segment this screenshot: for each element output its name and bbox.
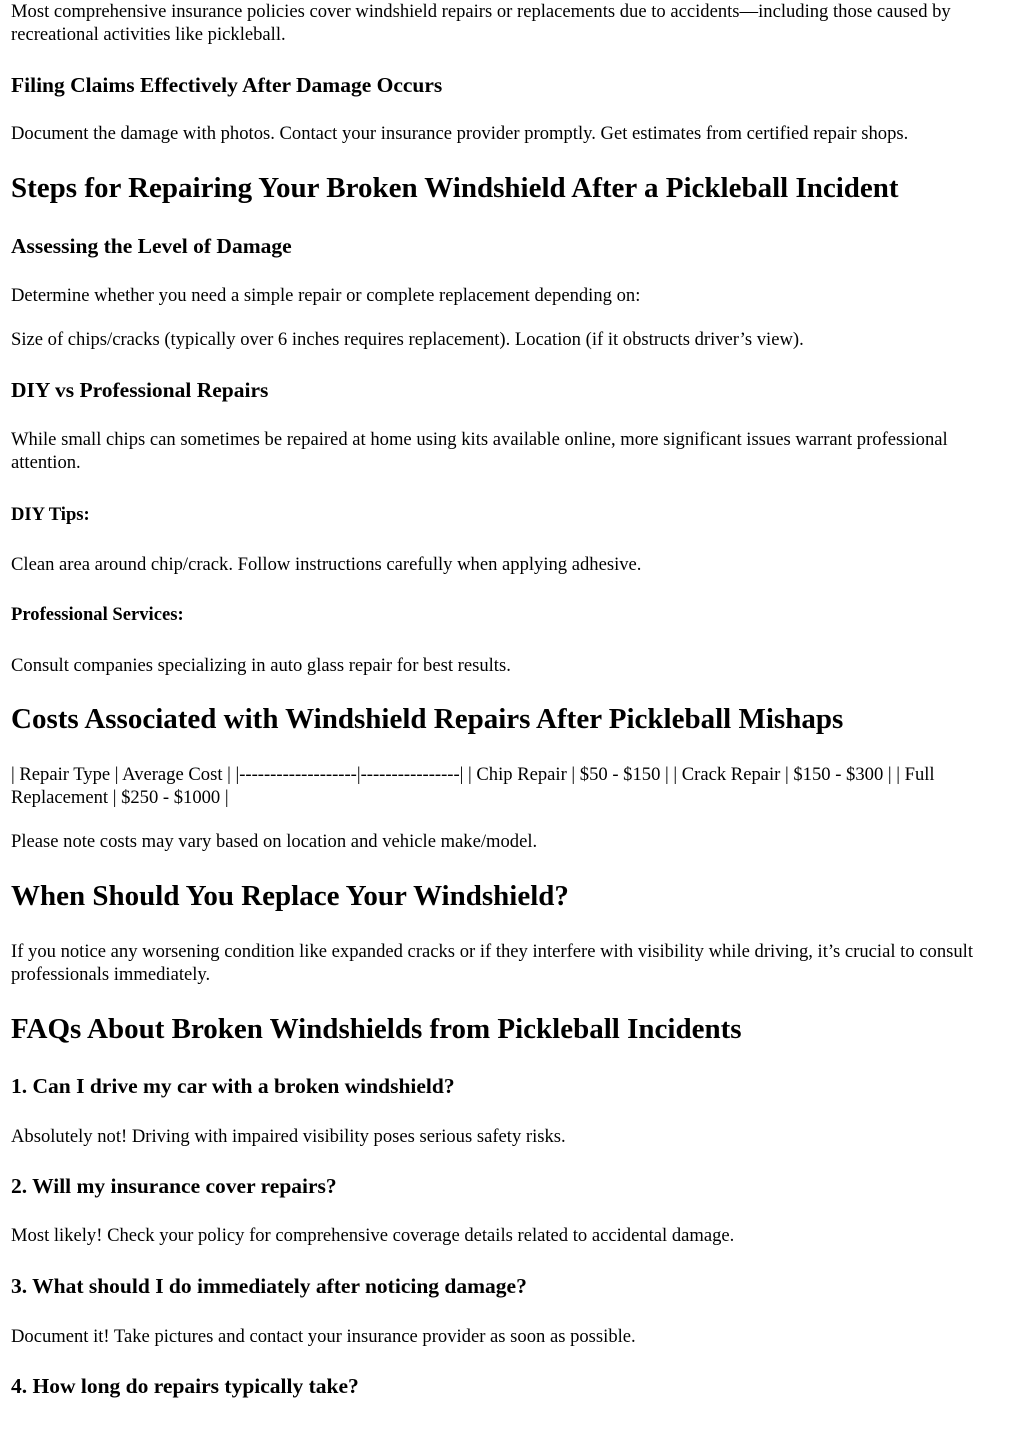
faq-answer-2: Most likely! Check your policy for comprehensive coverage details related to accidental damage. xyxy=(11,1225,735,1246)
assessing-damage-heading: Assessing the Level of Damage xyxy=(11,234,292,258)
costs-note-paragraph: Please note costs may vary based on location and vehicle make/model. xyxy=(11,831,538,852)
diy-tips-paragraph: Clean area around chip/crack. Follow instructions carefully when applying adhesive. xyxy=(11,554,642,575)
steps-heading: Steps for Repairing Your Broken Windshield After a Pickleball Incident xyxy=(11,172,899,204)
faq-answer-1: Absolutely not! Driving with impaired visibility poses serious safety risks. xyxy=(11,1126,566,1147)
faq-question-4: 4. How long do repairs typically take? xyxy=(11,1374,359,1398)
assessing-damage-paragraph: Determine whether you need a simple repair or complete replacement depending on: xyxy=(11,285,641,306)
filing-claims-heading: Filing Claims Effectively After Damage Occurs xyxy=(11,73,443,97)
professional-services-paragraph: Consult companies specializing in auto glass repair for best results. xyxy=(11,655,511,676)
faq-question-1: 1. Can I drive my car with a broken windshield? xyxy=(11,1074,455,1098)
costs-table-text: | Repair Type | Average Cost | |-------------------|----------------| | Chip Repair | $50 - $150 | | Crack Repair | $150 - $300 | | Full Replacement | $250 - $1000 | xyxy=(11,764,935,808)
diy-vs-professional-paragraph: While small chips can sometimes be repaired at home using kits available online, more significant issues warrant professional attention. xyxy=(11,429,948,473)
when-replace-paragraph: If you notice any worsening condition like expanded cracks or if they interfere with visibility while driving, it’s crucial to consult professionals immediately. xyxy=(11,941,973,985)
faq-question-3: 3. What should I do immediately after noticing damage? xyxy=(11,1274,527,1298)
faq-answer-3: Document it! Take pictures and contact your insurance provider as soon as possible. xyxy=(11,1326,636,1347)
faq-question-2: 2. Will my insurance cover repairs? xyxy=(11,1174,337,1198)
diy-tips-heading: DIY Tips: xyxy=(11,504,90,525)
insurance-coverage-paragraph: Most comprehensive insurance policies cover windshield repairs or replacements due to accidents—including those caused by recreational activities like pickleball. xyxy=(11,1,951,45)
damage-criteria-paragraph: Size of chips/cracks (typically over 6 inches requires replacement). Location (if it obstructs driver’s view). xyxy=(11,329,804,350)
diy-vs-professional-heading: DIY vs Professional Repairs xyxy=(11,378,269,402)
professional-services-heading: Professional Services: xyxy=(11,604,184,625)
when-replace-heading: When Should You Replace Your Windshield? xyxy=(11,880,569,912)
faqs-heading: FAQs About Broken Windshields from Pickleball Incidents xyxy=(11,1013,742,1045)
filing-claims-paragraph: Document the damage with photos. Contact your insurance provider promptly. Get estimates from certified repair shops. xyxy=(11,123,909,144)
costs-heading: Costs Associated with Windshield Repairs After Pickleball Mishaps xyxy=(11,703,844,735)
